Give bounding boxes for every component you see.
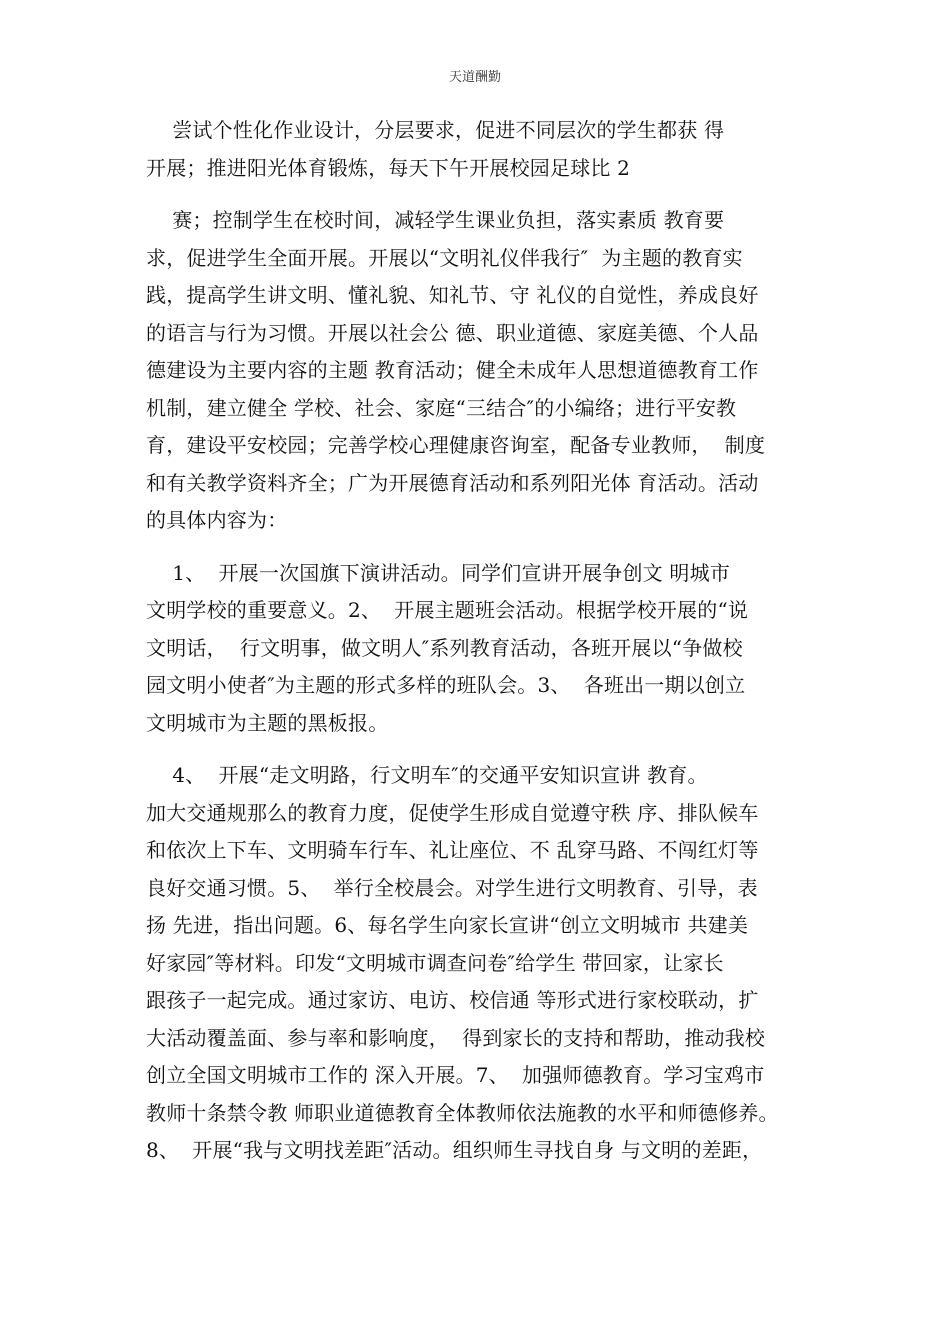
- text-line: 教师十条禁令教 师职业道德教育全体教师依法施教的水平和师德修养。: [146, 1100, 779, 1125]
- paragraph: [146, 555, 818, 743]
- paragraph: [146, 757, 818, 1170]
- text-line: 尝试个性化作业设计，分层要求，促进不同层次的学生都获 得: [146, 118, 725, 142]
- text-line: 跟孩子一起完成。通过家访、电访、校信通 等形式进行家校联动，扩: [146, 988, 759, 1012]
- document-body: [146, 112, 818, 1170]
- text-line: 加大交通规那么的教育力度，促使学生形成自觉遵守秩 序、排队候车: [146, 800, 759, 825]
- text-line: 文明城市为主题的黑板报。: [146, 710, 389, 735]
- text-line: 园文明小使者″为主题的形式多样的班队会。3、 各班出一期以创立: [146, 673, 746, 697]
- text-line: 机制，建立健全 学校、社会、家庭“三结合″的小编络；进行平安教: [146, 395, 737, 420]
- text-line: 赛；控制学生在校时间，减轻学生课业负担，落实素质 教育要: [146, 208, 725, 232]
- text-line: 大活动覆盖面、参与率和影响度， 得到家长的支持和帮助，推动我校: [146, 1025, 766, 1050]
- text-line: 文明话， 行文明事，做文明人″系列教育活动，各班开展以“争做校: [146, 635, 743, 660]
- text-line: 和有关教学资料齐全；广为开展德育活动和系列阳光体 育活动。活动: [146, 470, 759, 495]
- text-line: 好家园″等材料。印发“文明城市调查问卷″给学生 带回家，让家长: [146, 950, 724, 975]
- text-line: 8、 开展“我与文明找差距″活动。组织师生寻找自身 与文明的差距，: [146, 1138, 763, 1162]
- text-line: 的具体内容为：: [146, 508, 288, 532]
- page-header: 天道酬勤: [448, 70, 501, 85]
- text-line: 的语言与行为习惯。开展以社会公 德、职业道德、家庭美德、个人品: [146, 320, 759, 345]
- text-line: 扬 先进，指出问题。6、每名学生向家长宣讲“创立文明城市 共建美: [146, 913, 749, 937]
- text-line: 创立全国文明城市工作的 深入开展。7、 加强师德教育。学习宝鸡市: [146, 1063, 765, 1087]
- text-line: 良好交通习惯。5、 举行全校晨会。对学生进行文明教育、引导，表: [146, 875, 758, 900]
- text-line: 4、 开展“走文明路，行文明车″的交通平安知识宣讲 教育。: [146, 763, 708, 787]
- text-line: 育，建设平安校园；完善学校心理健康咨询室，配备专业教师， 制度: [146, 433, 766, 457]
- text-line: 求，促进学生全面开展。开展以“文明礼仪伴我行″ 为主题的教育实: [146, 245, 743, 270]
- paragraph: [146, 202, 818, 540]
- text-line: 1、 开展一次国旗下演讲活动。同学们宣讲开展争创文 明城市: [146, 560, 731, 585]
- text-line: 和依次上下车、文明骑车行车、礼让座位、不 乱穿马路、不闯红灯等: [146, 838, 759, 862]
- text-line: 开展；推进阳光体育锻炼，每天下午开展校园足球比 2: [146, 155, 631, 180]
- paragraph: [146, 112, 818, 187]
- text-line: 文明学校的重要意义。2、 开展主题班会活动。根据学校开展的“说: [146, 598, 749, 622]
- text-line: 德建设为主要内容的主题 教育活动；健全未成年人思想道德教育工作: [146, 358, 759, 382]
- text-line: 践，提高学生讲文明、懂礼貌、知礼节、守 礼仪的自觉性，养成良好: [146, 283, 759, 307]
